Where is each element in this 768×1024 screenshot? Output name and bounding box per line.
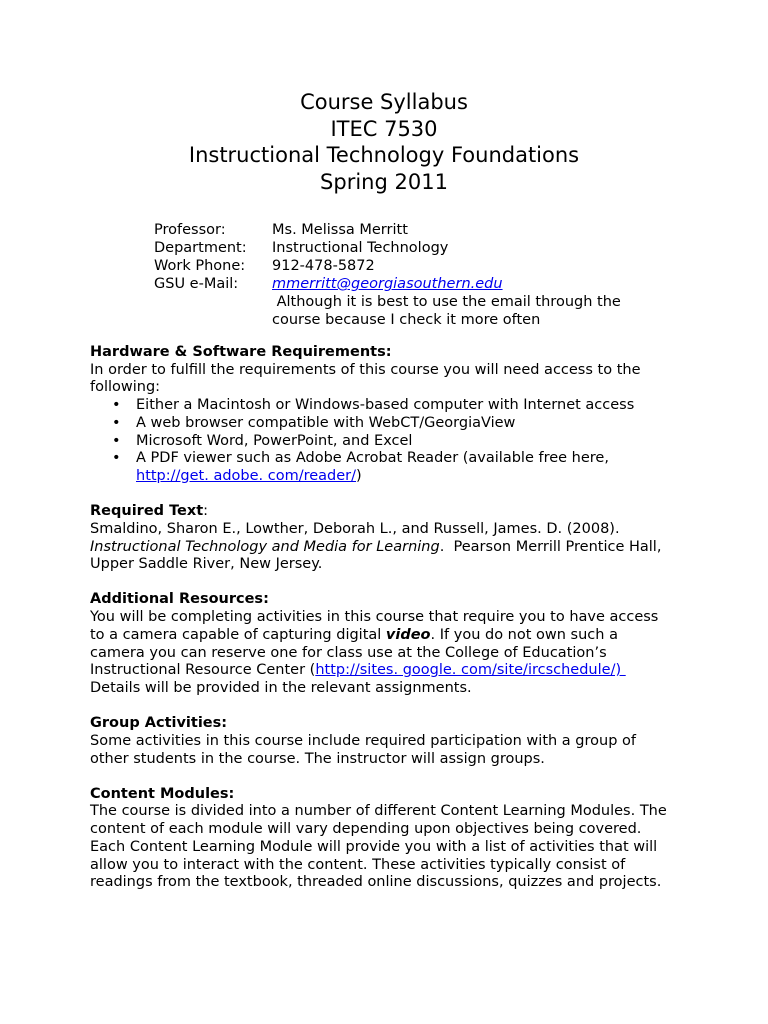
paragraph-line: readings from the textbook, threaded online discussions, quizzes and projects. [90,874,662,891]
paragraph-line: Each Content Learning Module will provide you with a list of activities that will [90,838,658,855]
email-label: GSU e-Mail: [154,276,239,292]
paragraph-line: content of each module will vary depending upon objectives being covered. [90,821,642,838]
phone-value: 912-478-5872 [272,258,375,274]
list-item [90,397,710,415]
citation-text: . Pearson Merrill Prentice Hall, [439,538,662,555]
document-title [0,89,768,195]
paragraph-line: camera you can reserve one for class use at the College of Education’s [90,644,607,661]
paragraph-line [90,627,710,645]
paragraph-text: to a camera capable of capturing digital [90,626,386,643]
list-item-text: ) [356,467,362,484]
list-item-text: A PDF viewer such as Adobe Acrobat Reader (available free here, [136,450,609,467]
bullet-icon: • [112,397,121,414]
book-title: Instructional Technology and Media for Learning [90,538,440,555]
citation-line: Upper Saddle River, New Jersey. [90,556,323,573]
bullet-icon: • [112,414,121,431]
additional-resources-heading: Additional Resources: [90,591,269,608]
paragraph-line: allow you to interact with the content. These activities typically consist of [90,856,626,873]
professor-label: Professor: [154,222,226,238]
syllabus-body [90,344,710,909]
citation-line [90,539,710,557]
list-item [90,415,710,433]
paragraph-line [90,662,710,680]
email-link[interactable]: mmerritt@georgiasouthern.edu [272,276,503,292]
additional-resources-section [90,591,710,697]
list-item-text: Either a Macintosh or Windows-based computer with Internet access [136,397,635,414]
paragraph-line: Some activities in this course include required participation with a group of [90,732,636,749]
title-course-code: ITEC 7530 [330,116,438,141]
content-modules-section [90,786,710,892]
group-activities-heading: Group Activities: [90,715,228,732]
paragraph-line: You will be completing activities in this course that require you to have access [90,609,659,626]
phone-row [154,257,621,275]
required-text-heading-line [90,503,710,521]
list-item-text: A web browser compatible with WebCT/GeorgiaView [136,414,516,431]
adobe-reader-link[interactable]: http://get. adobe. com/reader/ [136,467,357,484]
department-value: Instructional Technology [272,240,449,256]
professor-value: Ms. Melissa Merritt [272,222,408,238]
phone-label: Work Phone: [154,258,246,274]
list-item [90,450,710,468]
irc-schedule-link[interactable]: http://sites. google. com/site/ircschedule/) [315,662,626,679]
email-note [154,293,621,329]
required-text-section [90,503,710,574]
hardware-intro-line: In order to fulfill the requirements of this course you will need access to the [90,361,641,378]
paragraph-line: The course is divided into a number of different Content Learning Modules. The [90,803,667,820]
email-row [154,275,621,293]
bullet-icon: • [112,432,121,449]
hardware-intro-line: following: [90,379,161,396]
list-item-text: Microsoft Word, PowerPoint, and Excel [136,432,413,449]
group-activities-section [90,715,710,768]
email-note-line: Although it is best to use the email through the [272,294,621,310]
list-item [90,433,710,451]
requirements-list [90,397,710,486]
professor-row [154,221,621,239]
email-note-line: course because I check it more often [272,312,541,328]
paragraph-text: Instructional Resource Center ( [90,662,316,679]
content-modules-heading: Content Modules: [90,785,235,802]
hardware-heading: Hardware & Software Requirements: [90,344,392,360]
citation-line: Smaldino, Sharon E., Lowther, Deborah L., and Russell, James. D. (2008). [90,520,620,537]
bullet-icon: • [112,450,121,467]
instructor-info [154,221,621,329]
video-emphasis: video [385,626,431,643]
title-term: Spring 2011 [320,169,448,194]
title-course-name: Instructional Technology Foundations [188,143,580,167]
heading-colon: : [203,503,209,520]
title-course-syllabus: Course Syllabus [300,90,468,114]
paragraph-line: Details will be provided in the relevant assignments. [90,679,472,696]
department-label: Department: [154,240,247,256]
paragraph-text: . If you do not own such a [430,626,618,643]
department-row [154,239,621,257]
list-item-continuation [90,468,710,486]
hardware-section [90,344,710,486]
required-text-heading: Required Text [90,503,204,520]
paragraph-line: other students in the course. The instructor will assign groups. [90,750,545,767]
